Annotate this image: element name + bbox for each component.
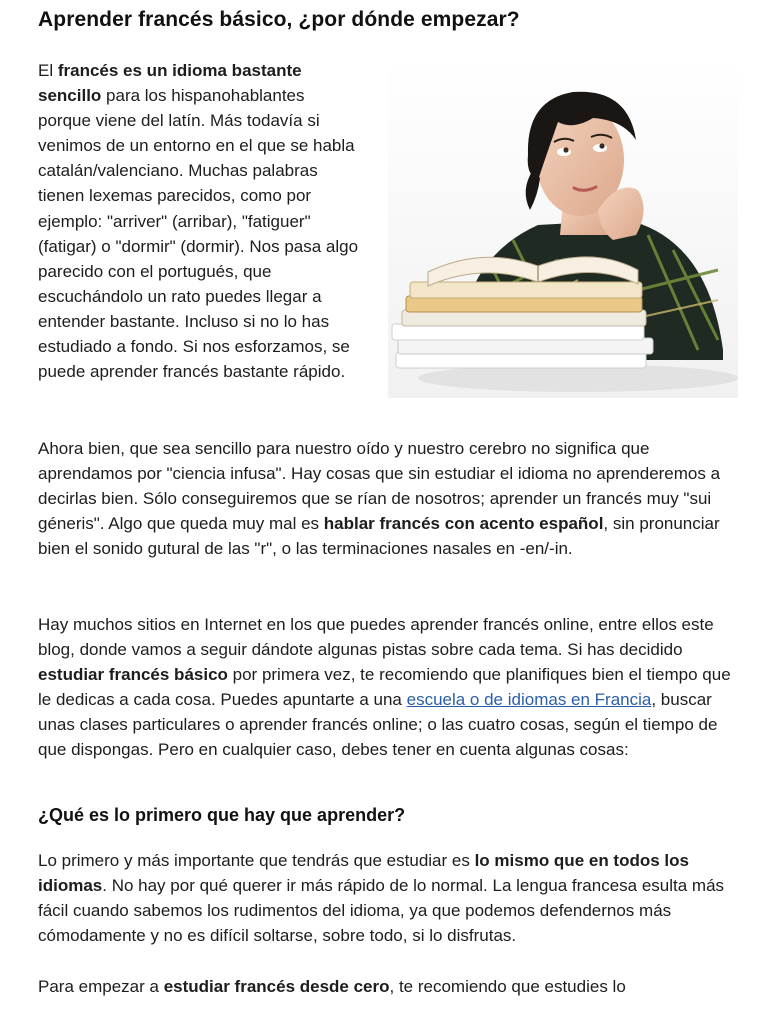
p2-text-2: , sin pronunciar bien el sonido gutural de las "r", o las terminaciones nasales en -en/-in. [38, 514, 720, 559]
p4-text-1: Lo primero y más importante que tendrás que estudiar es [38, 851, 475, 870]
intro-section [38, 58, 738, 398]
p2-bold-1: hablar francés con acento español [323, 514, 604, 534]
p4-bold-1: lo mismo que en todos los idiomas [38, 851, 689, 896]
paragraph-3 [38, 612, 732, 763]
section-subheading: ¿Qué es lo primero que hay que aprender? [38, 805, 406, 825]
p5-text-2: , te recomiendo que estudies lo [389, 977, 626, 996]
p4-text-2: . No hay por qué querer ir más rápido de lo normal. La lengua francesa esulta más fácil cuando sabemos los rudimentos del idioma, ya que podemos defendernos más cómodamente y no es difícil soltarse, sobre todo, si lo disfrutas. [38, 876, 725, 946]
intro-text-1: El [38, 61, 58, 80]
p5-bold-1: estudiar francés desde cero [163, 977, 390, 996]
intro-bold-1: francés es un idioma bastante sencillo [38, 61, 302, 106]
p3-text-1: Hay muchos sitios en Internet en los que puedes aprender francés online, entre ellos este blog, donde vamos a seguir dándote algunas pistas sobre cada tema. Si has decidido [38, 615, 714, 660]
student-with-books-photo [388, 60, 738, 398]
paragraph-4 [38, 848, 732, 948]
p3-bold-1: estudiar francés básico [38, 665, 228, 685]
intro-text-2: para los hispanohablantes porque viene del latín. Más todavía si venimos de un entorno en el que se habla catalán/valenciano. Muchas palabras tienen lexemas parecidos, como por ejemplo: "arriver" (arribar), "fatiguer" (fatigar) o "dormir" (dormir). Nos pasa algo parecido con el portugués, que escuchándolo un rato puedes llegar a entender bastante. Incluso si no lo has estudiado a fondo. Si nos esforzamos, se puede aprender francés bastante rápido. [38, 86, 359, 382]
paragraph-5 [38, 974, 732, 999]
paragraph-2 [38, 436, 732, 561]
p3-text-3: , buscar unas clases particulares o aprender francés online; o las cuatro cosas, según el tiempo de que dispongas. Pero en cualquier caso, debes tener en cuenta algunas cosas: [38, 690, 718, 760]
p3-text-2: por primera vez, te recomiendo que planifiques bien el tiempo que le dedicas a cada cosa. Puedes apuntarte a una [38, 665, 731, 710]
language-school-link[interactable]: escuela o de idiomas en Francia [406, 690, 652, 710]
article-title: Aprender francés básico, ¿por dónde empezar? [38, 8, 520, 31]
p5-text-1: Para empezar a [38, 977, 164, 996]
p2-text-1: Ahora bien, que sea sencillo para nuestro oído y nuestro cerebro no significa que aprendamos por "ciencia infusa". Hay cosas que sin estudiar el idioma no aprenderemos a decirlas bien. Sólo conseguiremos que se rían de nosotros; aprender un francés muy "sui géneris". Algo que queda muy mal es [38, 439, 721, 534]
